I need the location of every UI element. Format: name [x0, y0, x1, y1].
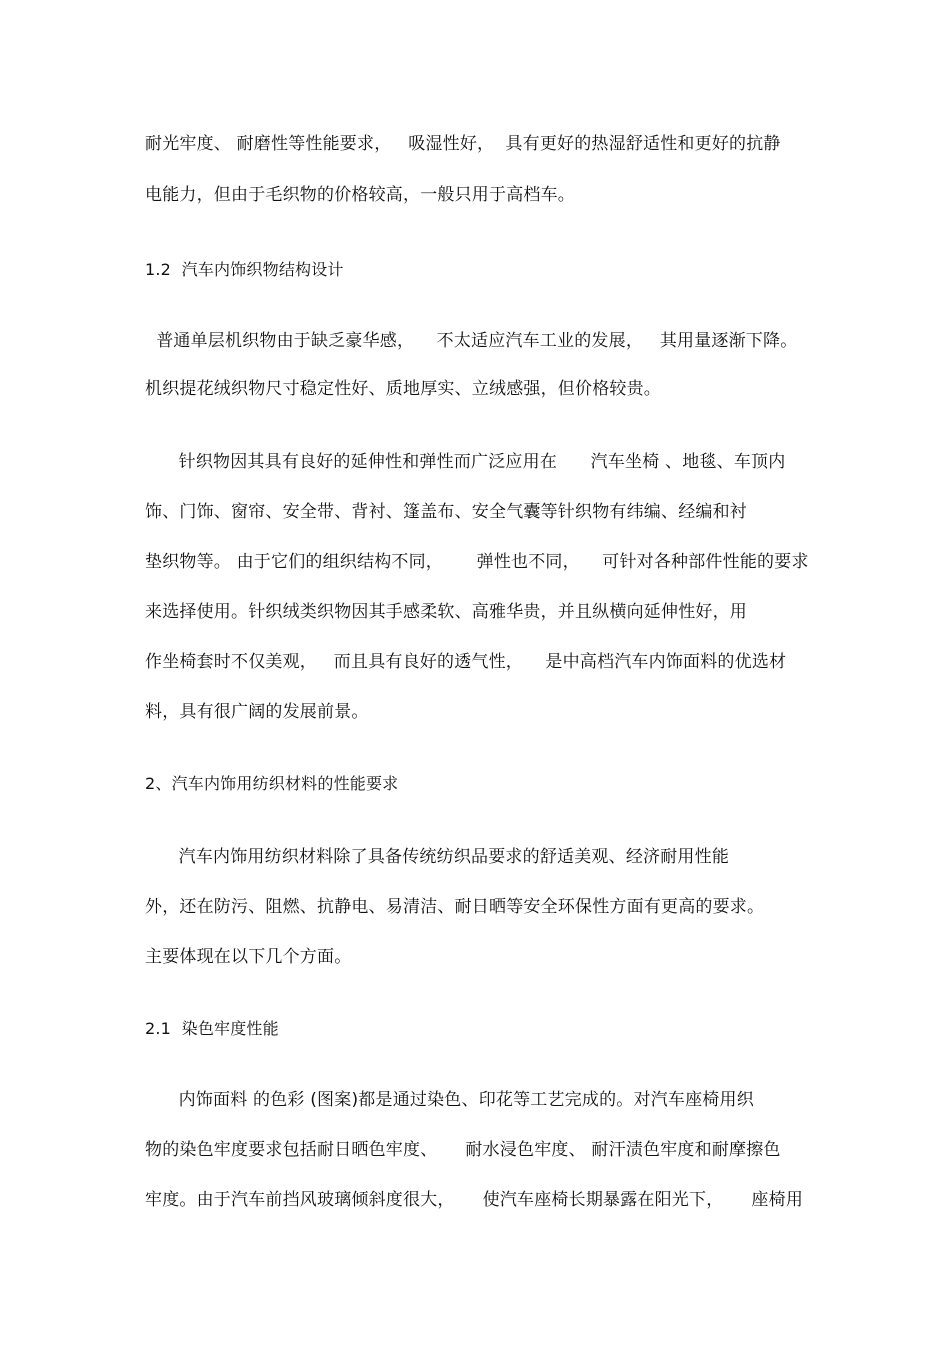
- text-line: 内饰面料 的色彩 (图案)都是通过染色、印花等工艺完成的。对汽车座椅用织: [145, 1090, 754, 1110]
- text-line: 作坐椅套时不仅美观， 而且具有良好的透气性， 是中高档汽车内饰面料的优选材: [145, 652, 787, 672]
- text-line: 针织物因其具有良好的延伸性和弹性而广泛应用在 汽车坐椅 、地毯、车顶内: [145, 452, 786, 472]
- text-line: 主要体现在以下几个方面。: [145, 947, 352, 967]
- section-heading-2-1: 2.1 染色牢度性能: [145, 1019, 279, 1038]
- text-line: 机织提花绒织物尺寸稳定性好、质地厚实、立绒感强，但价格较贵。: [145, 379, 661, 399]
- text-line: 垫织物等。 由于它们的组织结构不同， 弹性也不同， 可针对各种部件性能的要求: [145, 552, 809, 572]
- text-line: 外，还在防污、阻燃、抗静电、易清洁、耐日晒等安全环保性方面有更高的要求。: [145, 897, 765, 917]
- text-line: 饰、门饰、窗帘、安全带、背衬、篷盖布、安全气囊等针织物有纬编、经编和衬: [145, 502, 747, 522]
- text-line: 汽车内饰用纺织材料除了具备传统纺织品要求的舒适美观、经济耐用性能: [145, 847, 730, 867]
- section-heading-2: 2、汽车内饰用纺织材料的性能要求: [145, 774, 399, 793]
- text-line: 物的染色牢度要求包括耐日晒色牢度、 耐水浸色牢度、 耐汗渍色牢度和耐摩擦色: [145, 1140, 781, 1160]
- text-line: 来选择使用。针织绒类织物因其手感柔软、高雅华贵，并且纵横向延伸性好，用: [145, 602, 747, 622]
- section-heading-1-2: 1.2 汽车内饰织物结构设计: [145, 260, 344, 279]
- text-line: 牢度。由于汽车前挡风玻璃倾斜度很大， 使汽车座椅长期暴露在阳光下， 座椅用: [145, 1190, 804, 1210]
- text-line: 电能力，但由于毛织物的价格较高，一般只用于高档车。: [145, 185, 575, 205]
- text-line: 普通单层机织物由于缺乏豪华感， 不太适应汽车工业的发展， 其用量逐渐下降。: [145, 331, 798, 351]
- text-line: 耐光牢度、 耐磨性等性能要求， 吸湿性好， 具有更好的热湿舒适性和更好的抗静: [145, 134, 781, 154]
- text-line: 料，具有很广阔的发展前景。: [145, 702, 369, 722]
